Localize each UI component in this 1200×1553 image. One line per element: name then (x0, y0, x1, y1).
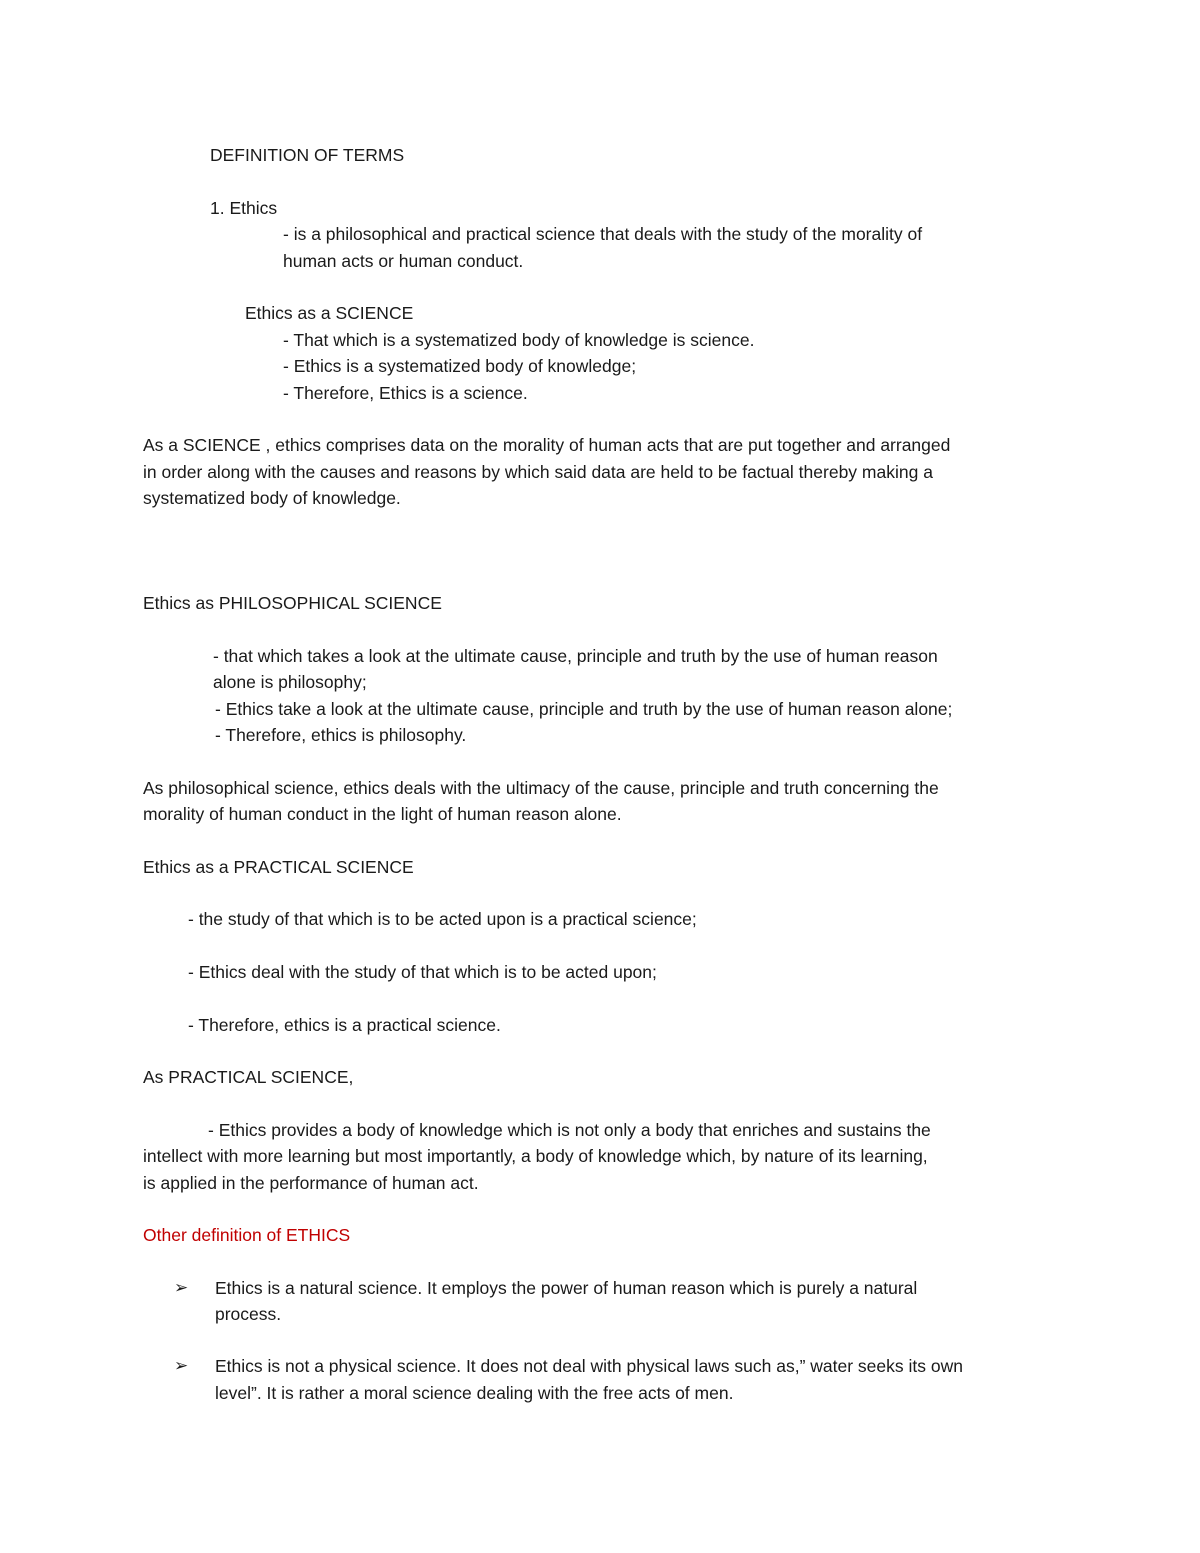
other-bullet-line: Ethics is a natural science. It employs the power of human reason which is purely a natural (215, 1278, 918, 1298)
philosophical-item: - that which takes a look at the ultimate cause, principle and truth by the use of human reason (213, 646, 938, 666)
arrowhead-bullet-icon: ➢ (174, 1356, 189, 1375)
science-item: - Ethics is a systematized body of knowledge; (283, 356, 637, 376)
practical-heading-2: As PRACTICAL SCIENCE, (143, 1067, 354, 1087)
term-ethics-definition-line: human acts or human conduct. (283, 251, 524, 271)
science-paragraph-line: in order along with the causes and reasons by which said data are held to be factual thereby making a (143, 462, 933, 482)
practical-item: - Therefore, ethics is a practical science. (188, 1015, 501, 1035)
philosophical-paragraph-line: morality of human conduct in the light of human reason alone. (143, 804, 622, 824)
page-heading: DEFINITION OF TERMS (210, 145, 405, 165)
science-paragraph-line: systematized body of knowledge. (143, 488, 401, 508)
other-bullet-line: process. (215, 1304, 282, 1324)
practical-item: - Ethics deal with the study of that which is to be acted upon; (188, 962, 657, 982)
philosophical-item: alone is philosophy; (213, 672, 367, 692)
term-ethics-label: 1. Ethics (210, 198, 278, 218)
term-ethics-definition-line: - is a philosophical and practical science that deals with the study of the morality of (283, 224, 923, 244)
practical-heading: Ethics as a PRACTICAL SCIENCE (143, 857, 414, 877)
other-definitions-heading: Other definition of ETHICS (143, 1225, 351, 1245)
philosophical-item: - Ethics take a look at the ultimate cause, principle and truth by the use of human reason alone; (215, 699, 953, 719)
other-bullet-line: level”. It is rather a moral science dealing with the free acts of men. (215, 1383, 734, 1403)
science-paragraph-line: As a SCIENCE , ethics comprises data on the morality of human acts that are put together and arranged (143, 435, 951, 455)
practical-paragraph-line: is applied in the performance of human act. (143, 1173, 479, 1193)
other-bullet-line: Ethics is not a physical science. It does not deal with physical laws such as,” water seeks its own (215, 1356, 963, 1376)
philosophical-heading: Ethics as PHILOSOPHICAL SCIENCE (143, 593, 442, 613)
practical-paragraph-line: - Ethics provides a body of knowledge which is not only a body that enriches and sustains the (208, 1120, 931, 1140)
philosophical-paragraph-line: As philosophical science, ethics deals with the ultimacy of the cause, principle and truth concerning the (143, 778, 939, 798)
philosophical-item: - Therefore, ethics is philosophy. (215, 725, 467, 745)
science-item: - That which is a systematized body of knowledge is science. (283, 330, 755, 350)
arrowhead-bullet-icon: ➢ (174, 1278, 189, 1297)
practical-item: - the study of that which is to be acted upon is a practical science; (188, 909, 697, 929)
practical-paragraph-line: intellect with more learning but most importantly, a body of knowledge which, by nature of its learning, (143, 1146, 928, 1166)
science-heading: Ethics as a SCIENCE (245, 303, 414, 323)
science-item: - Therefore, Ethics is a science. (283, 383, 528, 403)
